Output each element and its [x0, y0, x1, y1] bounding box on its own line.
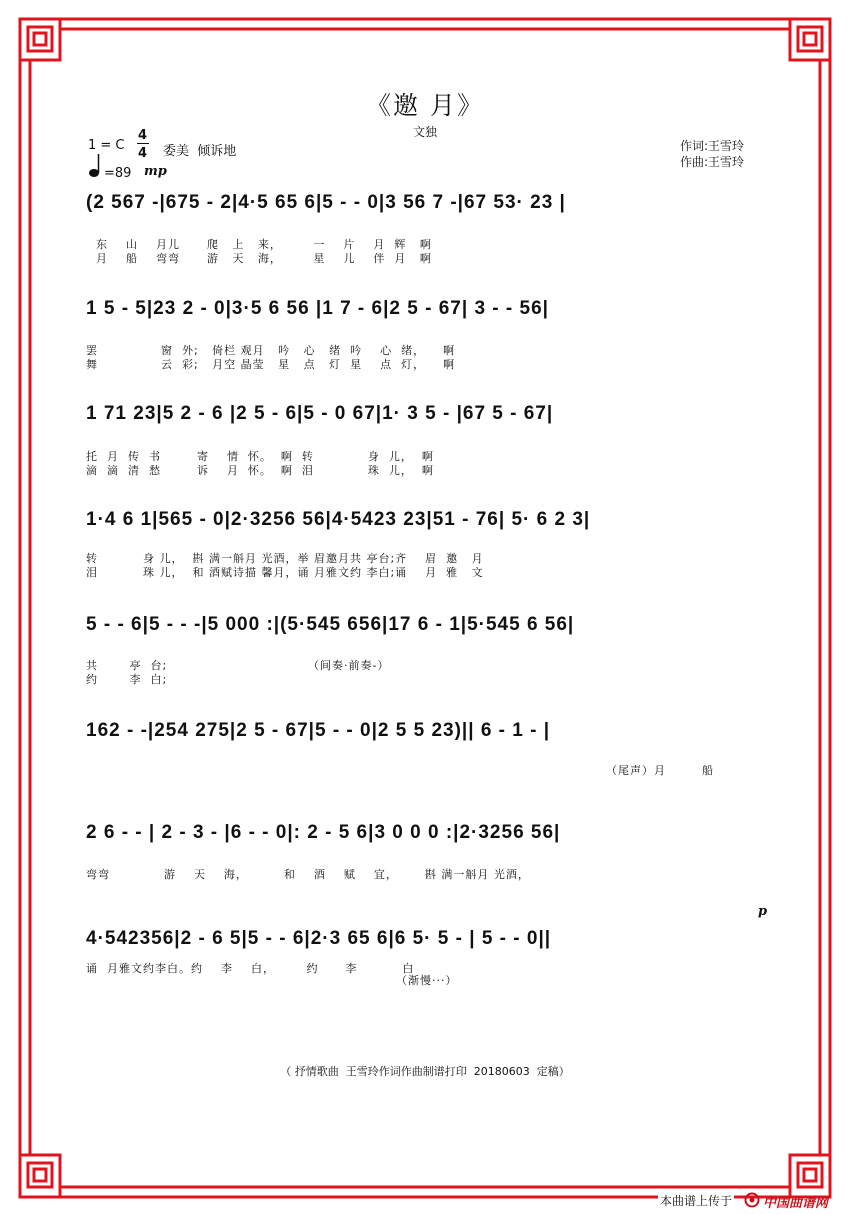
lyric-line-4a: 转 身 儿， 斟 满一斛月 光酒，举 眉邀月共 亭台;齐 眉 邀 月	[86, 552, 484, 565]
lyric-line-7: 弯弯 游 天 海， 和 酒 赋 宜， 斟 满一斛月 光酒，	[86, 868, 530, 881]
time-signature-bar	[137, 143, 149, 144]
site-logo-icon	[744, 1192, 762, 1208]
footer-note: （ 抒情歌曲 王雪玲作词作曲制谱打印 20180603 定稿）	[280, 1065, 570, 1078]
lyric-line-1b: 月 船 弯弯 游 天 海， 星 儿 伴 月 啊	[96, 252, 432, 265]
interlude-label: （间奏·前奏-）	[308, 659, 390, 672]
lyric-line-3a: 托 月 传 书 寄 情 怀。 啊 转 身 儿， 啊	[86, 450, 434, 463]
lyric-line-2a: 罢 窗 外; 倚栏 观月 吟 心 绪 吟 心 绪， 啊	[86, 344, 456, 357]
notation-line-6: 162 - -|254 275|2 5 - 67|5 - - 0|2 5 5 23)|| 6 - 1 - |	[86, 720, 551, 741]
lyricist-credit: 作词:王雪玲	[680, 139, 745, 153]
lyric-line-2b: 舞 云 彩; 月空 晶莹 星 点 灯 星 点 灯， 啊	[86, 358, 456, 371]
notation-line-1: (2 567 -|675 - 2|4·5 65 6|5 - - 0|3 56 7 -|67 53· 23 |	[86, 192, 566, 213]
lyric-line-4b: 泪 珠 儿， 和 酒赋诗描 馨月，诵 月雅文约 李白;诵 月 雅 文	[86, 566, 484, 579]
notation-line-3: 1 71 23|5 2 - 6 |2 5 - 6|5 - 0 67|1· 3 5 - |67 5 - 67|	[86, 403, 554, 424]
notation-line-4: 1·4 6 1|565 - 0|2·3256 56|4·5423 23|51 - 76| 5· 6 2 3|	[86, 509, 591, 530]
score-title: 《邀 月》	[366, 91, 484, 120]
score-subtitle: 文独	[412, 125, 437, 139]
expression-marking: 委美 倾诉地	[163, 144, 237, 159]
quarter-note-icon	[88, 152, 102, 178]
coda-label: （尾声）月 船	[606, 764, 714, 777]
slowing-label: （渐慢···）	[396, 974, 458, 987]
time-signature-bottom: 4	[138, 146, 148, 161]
dynamic-p: p	[758, 904, 768, 919]
composer-credit: 作曲:王雪玲	[680, 155, 745, 169]
key-signature: 1 = C	[88, 138, 125, 153]
upload-text: 本曲谱上传于	[660, 1194, 733, 1208]
lyric-line-1a: 东 山 月儿 爬 上 来， 一 片 月 辉 啊	[96, 238, 432, 251]
lyric-line-8: 诵 月雅文约李白。约 李 白， 约 李 白	[86, 962, 415, 975]
lyric-line-5b: 约 李 白;	[86, 673, 168, 686]
lyric-line-5a: 共 亭 台;	[86, 659, 168, 672]
notation-line-8: 4·542356|2 - 6 5|5 - - 6|2·3 65 6|6 5· 5 - | 5 - - 0||	[86, 928, 552, 949]
notation-line-2: 1 5 - 5|23 2 - 0|3·5 6 56 |1 7 - 6|2 5 - 67| 3 - - 56|	[86, 298, 549, 319]
notation-line-5: 5 - - 6|5 - - -|5 000 :|(5·545 656|17 6 - 1|5·545 6 56|	[86, 614, 575, 635]
tempo-marking: =89	[104, 166, 132, 181]
time-signature-top: 4	[138, 128, 148, 143]
lyric-line-3b: 滴 滴 清 愁 诉 月 怀。 啊 泪 珠 儿， 啊	[86, 464, 434, 477]
site-logo-text[interactable]: 中国曲谱网	[763, 1196, 829, 1211]
dynamic-mp: mp	[144, 164, 167, 179]
notation-line-7: 2 6 - - | 2 - 3 - |6 - - 0|: 2 - 5 6|3 0 0 0 :|2·3256 56|	[86, 822, 561, 843]
